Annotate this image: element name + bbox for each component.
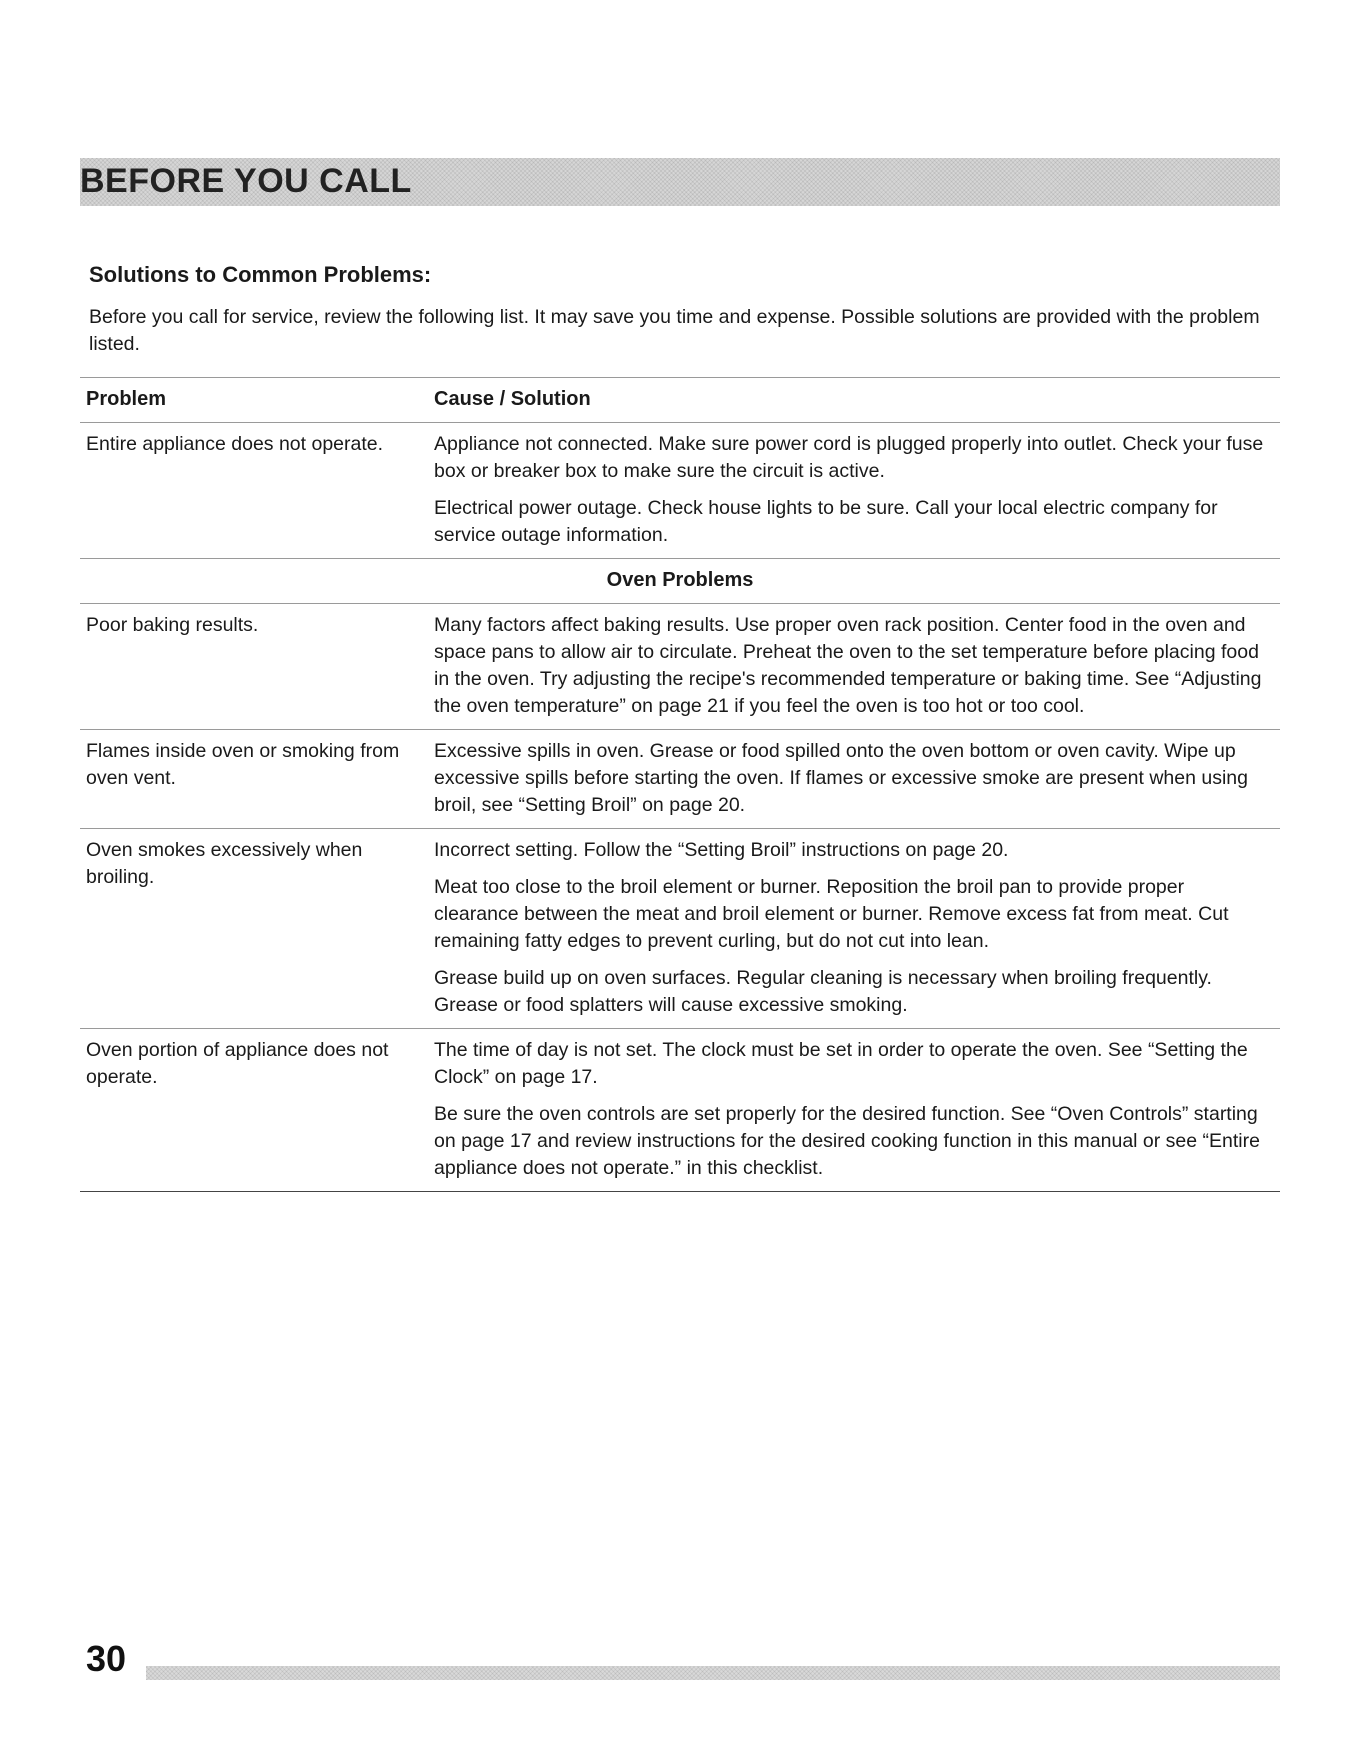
- intro-paragraph: Before you call for service, review the following list. It may save you time and expense. Possible solutions are provided with the problem listed.: [89, 306, 1260, 355]
- problem-cell: Oven smokes excessively when broiling.: [86, 839, 363, 888]
- cause-paragraph: Excessive spills in oven. Grease or food spilled onto the oven bottom or oven cavity. Wipe up excessive spills before starting the oven. If flames or excessive smoke are present when using broil, see “Setting Broil” on page 20.: [434, 740, 1248, 816]
- cause-paragraph: Appliance not connected. Make sure power cord is plugged properly into outlet. Check your fuse box or breaker box to make sure the circuit is active.: [434, 433, 1264, 482]
- problem-cell: Oven portion of appliance does not operate.: [86, 1039, 389, 1088]
- cause-paragraph: Grease build up on oven surfaces. Regular cleaning is necessary when broiling frequently. Grease or food splatters will cause excessive smoking.: [434, 967, 1212, 1016]
- cause-cell: [434, 837, 1280, 1019]
- problem-cell: Flames inside oven or smoking from oven vent.: [86, 740, 400, 789]
- cause-cell: [434, 738, 1280, 819]
- section-heading: Solutions to Common Problems:: [89, 262, 432, 287]
- table-row: [80, 603, 1280, 729]
- cause-cell: [434, 612, 1280, 720]
- cause-paragraph: Many factors affect baking results. Use proper oven rack position. Center food in the oven and space pans to allow air to circulate. Preheat the oven to the set temperature before placing food in the oven. Try adjusting the recipe's recommended temperature or baking time. See “Adjusting the oven temperature” on page 21 if you feel the oven is too hot or too cool.: [434, 614, 1262, 717]
- cause-cell: [434, 1037, 1280, 1182]
- table-row: [80, 828, 1280, 1028]
- header-cause: Cause / Solution: [434, 388, 591, 410]
- section-banner: [80, 158, 1280, 206]
- troubleshooting-table: [80, 377, 1280, 1192]
- cause-paragraph: Electrical power outage. Check house lights to be sure. Call your local electric company for service outage information.: [434, 497, 1218, 546]
- table-row: [80, 729, 1280, 828]
- cause-paragraph: The time of day is not set. The clock must be set in order to operate the oven. See “Setting the Clock” on page 17.: [434, 1039, 1248, 1088]
- table-row: [80, 1028, 1280, 1192]
- banner-title: BEFORE YOU CALL: [80, 162, 412, 200]
- problem-cell: Poor baking results.: [86, 614, 259, 636]
- cause-paragraph: Meat too close to the broil element or burner. Reposition the broil pan to provide proper clearance between the meat and broil element or burner. Remove excess fat from meat. Cut remaining fatty edges to prevent curling, but do not cut into lean.: [434, 876, 1229, 952]
- problem-cell: Entire appliance does not operate.: [86, 433, 384, 455]
- page-number: 30: [86, 1638, 127, 1679]
- cause-paragraph: Be sure the oven controls are set properly for the desired function. See “Oven Controls” starting on page 17 and review instructions for the desired cooking function in this manual or see “Entire appliance does not operate.” in this checklist.: [434, 1103, 1260, 1179]
- table-header: [80, 377, 1280, 422]
- cause-paragraph: Incorrect setting. Follow the “Setting Broil” instructions on page 20.: [434, 839, 1009, 861]
- section-label-oven-problems: Oven Problems: [80, 558, 1280, 603]
- footer-bar: [146, 1666, 1280, 1680]
- header-problem: Problem: [86, 388, 167, 410]
- cause-cell: [434, 431, 1280, 549]
- table-row: [80, 422, 1280, 558]
